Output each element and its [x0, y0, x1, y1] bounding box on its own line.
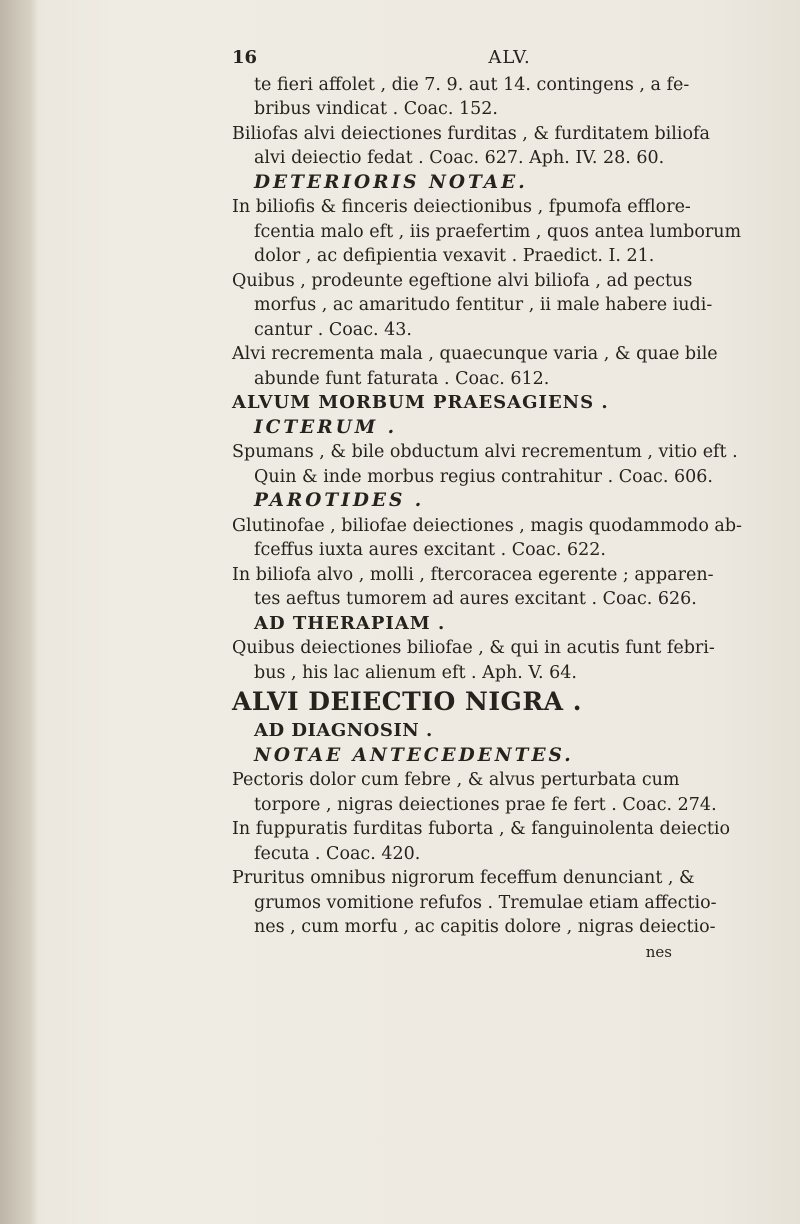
text-line: tes aeftus tumorem ad aures excitant . Coac. 626. [254, 589, 697, 609]
text-line: alvi deiectio fedat . Coac. 627. Aph. IV. 28. 60. [254, 148, 665, 168]
section-heading: ICTERUM . [254, 416, 398, 438]
text-line: fecuta . Coac. 420. [254, 843, 421, 864]
running-head: ALV. [488, 47, 531, 68]
text-line: Biliofas alvi deiectiones furditas , & furditatem biliofa [232, 123, 710, 144]
section-heading: AD DIAGNOSIN . [254, 720, 433, 741]
text-block [232, 46, 792, 964]
text-line: In fuppuratis furditas fuborta , & fanguinolenta deiectio [232, 819, 730, 839]
text-line: Quin & inde morbus regius contrahitur . Coac. 606. [254, 466, 713, 487]
page-gutter [0, 0, 38, 1224]
text-line: Spumans , & bile obductum alvi recrementum , vitio eft . [232, 442, 738, 462]
text-line: Quibus deiectiones biliofae , & qui in acutis funt febri- [232, 638, 715, 658]
text-line: Pectoris dolor cum febre , & alvus perturbata cum [232, 770, 680, 790]
text-line: In biliofis & finceris deiectionibus , fpumofa efflore- [232, 197, 691, 217]
catchword: nes [645, 942, 672, 961]
section-heading: PAROTIDES . [254, 490, 425, 511]
text-line: In biliofa alvo , molli , ftercoracea egerente ; apparen- [232, 564, 714, 585]
text-line: torpore , nigras deiectiones prae fe fert . Coac. 274. [254, 794, 717, 815]
text-line: dolor , ac defipientia vexavit . Praedict. I. 21. [254, 246, 655, 266]
text-line: abunde funt faturata . Coac. 612. [254, 368, 550, 389]
text-line: morfus , ac amaritudo fentitur , ii male habere iudi- [254, 295, 713, 315]
text-line: fcentia malo eft , iis praefertim , quos antea lumborum [254, 221, 742, 242]
page-number: 16 [232, 47, 258, 68]
text-line: Glutinofae , biliofae deiectiones , magis quodammodo ab- [232, 515, 742, 536]
text-line: Quibus , prodeunte egeftione alvi biliofa , ad pectus [232, 270, 693, 291]
text-line: Pruritus omnibus nigrorum feceffum denunciant , & [232, 868, 695, 888]
section-heading: AD THERAPIAM . [254, 612, 446, 634]
text-line: fceffus iuxta aures excitant . Coac. 622. [254, 540, 606, 560]
section-heading: ALVUM MORBUM PRAESAGIENS . [232, 392, 609, 413]
body-lines [232, 73, 792, 940]
section-heading: DETERIORIS NOTAE. [254, 171, 528, 193]
running-header [232, 46, 792, 71]
text-line: bribus vindicat . Coac. 152. [254, 99, 498, 119]
text-line: bus , his lac alienum eft . Aph. V. 64. [254, 662, 577, 683]
text-line: Alvi recrementa mala , quaecunque varia , & quae bile [232, 344, 718, 364]
section-heading: ALVI DEIECTIO NIGRA . [232, 687, 582, 716]
text-line: te fieri affolet , die 7. 9. aut 14. contingens , a fe- [254, 74, 690, 95]
text-line: cantur . Coac. 43. [254, 319, 412, 340]
text-line: grumos vomitione refufos . Tremulae etiam affectio- [254, 892, 717, 913]
section-heading: NOTAE ANTECEDENTES. [254, 744, 574, 766]
text-line: nes , cum morfu , ac capitis dolore , nigras deiectio- [254, 917, 716, 937]
